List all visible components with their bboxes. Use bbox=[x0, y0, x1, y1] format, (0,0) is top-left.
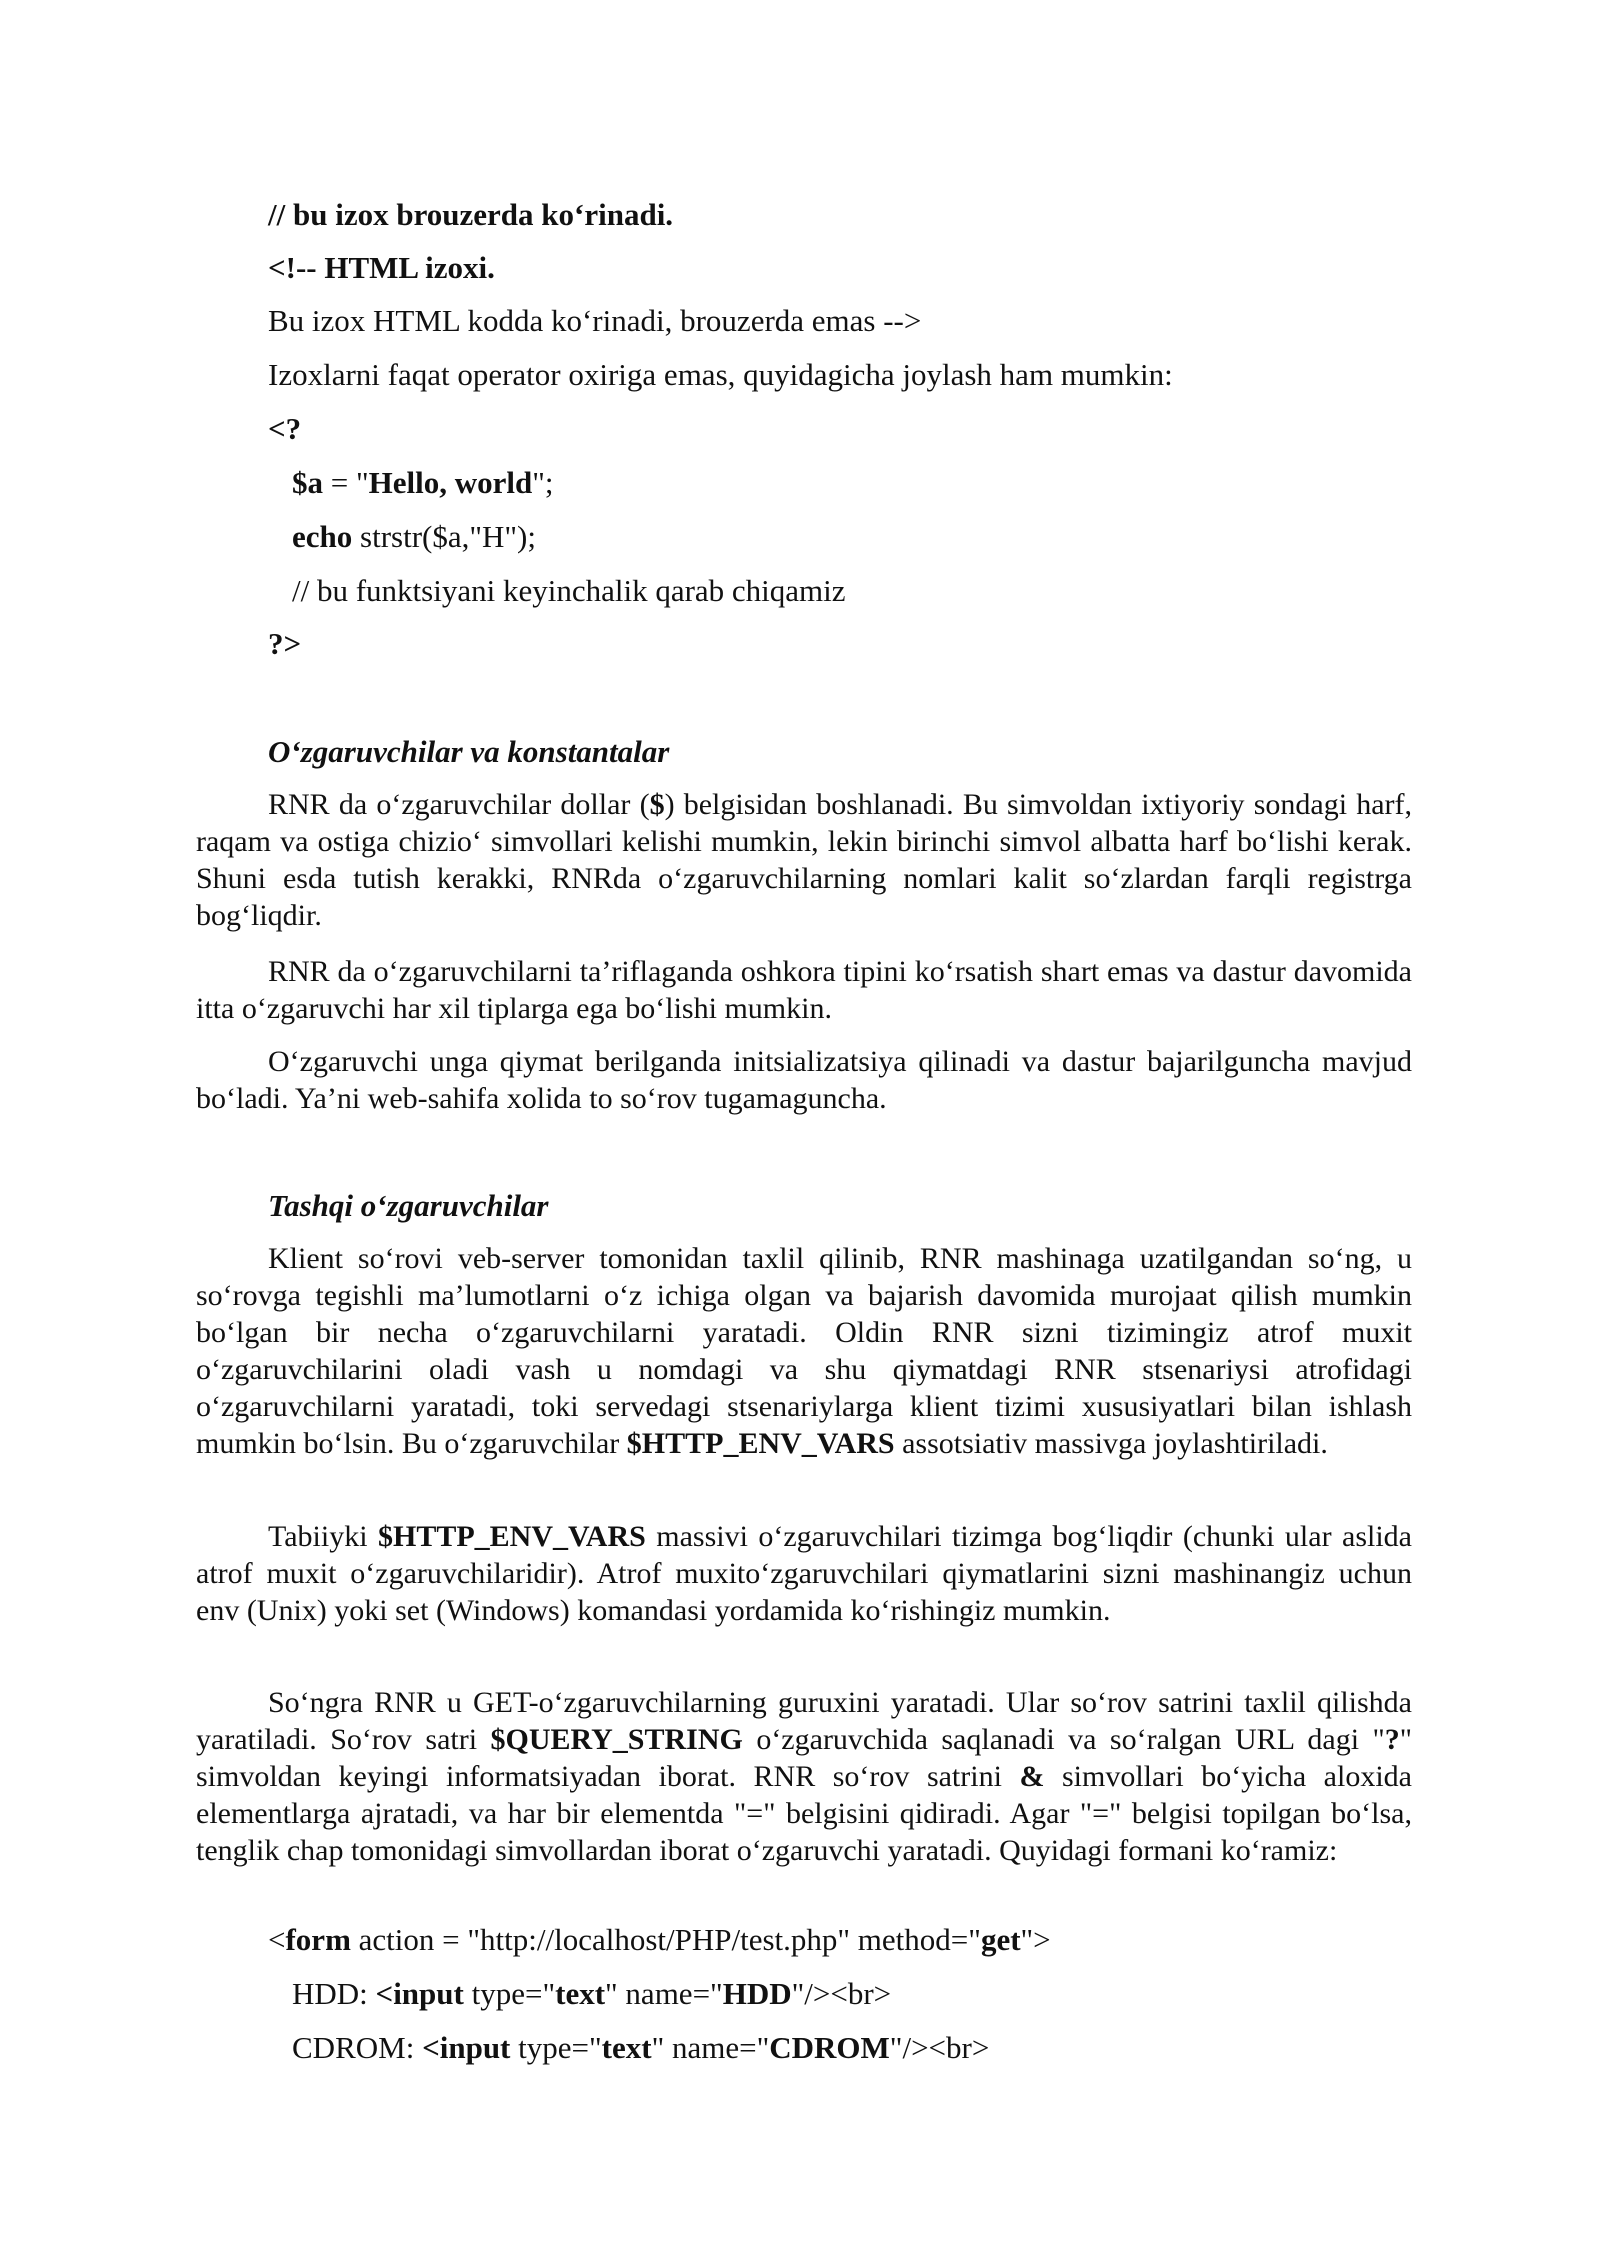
paragraph-variables-2: RNR da o‘zgaruvchilarni ta’riflaganda oshkora tipini ko‘rsatish shart emas va dastur davomida itta o‘zgaruvchi har xil tiplarga ega bo‘lishi mumkin. bbox=[196, 955, 1412, 1025]
code-comment-line-2: // bu funktsiyani keyinchalik qarab chiqamiz bbox=[292, 573, 846, 608]
php-open-tag: <? bbox=[268, 411, 302, 446]
html-comment-start-line: <!-- HTML izoxi. bbox=[268, 250, 495, 285]
paragraph-variables-1: RNR da o‘zgaruvchilar dollar ($) belgisidan boshlanadi. Bu simvoldan ixtiyoriy sondagi harf, raqam va ostiga chizio‘ simvollari kelishi mumkin, lekin birinchi simvol albatta harf bo‘lishi kerak. Shuni esda tutish kerakki, RNRda o‘zgaruvchilarning nomlari kalit so‘zlardan farqli registrga bog‘liqdir. bbox=[196, 788, 1412, 932]
code-input-cdrom-line: CDROM: <input type="text" name="CDROM"/><br> bbox=[292, 2030, 990, 2065]
code-echo-line: echo strstr($a,"H"); bbox=[292, 519, 536, 554]
paragraph-external-2: Tabiiyki $HTTP_ENV_VARS massivi o‘zgaruvchilari tizimga bog‘liqdir (chunki ular aslida atrof muxit o‘zgaruvchilaridir). Atrof muxito‘zgaruvchilari qiymatlarini sizni mashinangiz uchun env (Unix) yoki set (Windows) komandasi yordamida ko‘rishingiz mumkin. bbox=[196, 1520, 1412, 1627]
code-input-hdd-line: HDD: <input type="text" name="HDD"/><br> bbox=[292, 1976, 892, 2011]
paragraph-external-1: Klient so‘rovi veb-server tomonidan taxlil qilinib, RNR mashinaga uzatilgandan so‘ng, u so‘rovga tegishli ma’lumotlarni o‘z ichiga olgan va bajarish davomida murojaat qilish mumkin bo‘lgan bir necha o‘zgaruvchilarni yaratadi. Oldin RNR sizni tizimingiz atrof muxit o‘zgaruvchilarini oladi vash u nomdagi va shu qiymatdagi RNR stsenariysi atrofidagi o‘zgaruvchilarni yaratadi, toki servedagi stsenariylarga klient tizimi xususiyatlari bilan ishlash mumkin bo‘lsin. Bu o‘zgaruvchilar $HTTP_ENV_VARS assotsiativ massivga joylashtiriladi. bbox=[196, 1242, 1412, 1460]
paragraph-variables-3: O‘zgaruvchi unga qiymat berilganda initsializatsiya qilinadi va dastur bajarilguncha mavjud bo‘ladi. Ya’ni web-sahifa xolida to so‘rov tugamaguncha. bbox=[196, 1045, 1412, 1115]
code-assign-line: $a = "Hello, world"; bbox=[292, 465, 554, 500]
code-comment-line: // bu izox brouzerda ko‘rinadi. bbox=[268, 197, 674, 232]
section-heading-external-variables: Tashqi o‘zgaruvchilar bbox=[268, 1188, 549, 1223]
php-close-tag: ?> bbox=[268, 626, 302, 661]
html-comment-end-line: Bu izox HTML kodda ko‘rinadi, brouzerda emas --> bbox=[268, 303, 922, 338]
paragraph-external-3: So‘ngra RNR u GET-o‘zgaruvchilarning guruxini yaratadi. Ular so‘rov satrini taxlil qilishda yaratiladi. So‘rov satri $QUERY_STRING o‘zgaruvchida saqlanadi va so‘ralgan URL dagi "?" simvoldan keyingi informatsiyadan iborat. RNR so‘rov satrini & simvollari bo‘yicha aloxida elementlarga ajratadi, va har bir elementda "=" belgisini qidiradi. Agar "=" belgisi topilgan bo‘lsa, tenglik chap tomonidagi simvollardan iborat o‘zgaruvchi yaratadi. Quyidagi formani ko‘ramiz: bbox=[196, 1686, 1412, 1867]
intro-sentence: Izoxlarni faqat operator oxiriga emas, quyidagicha joylash ham mumkin: bbox=[268, 357, 1173, 392]
section-heading-variables: O‘zgaruvchilar va konstantalar bbox=[268, 734, 670, 769]
code-form-line: <form action = "http://localhost/PHP/test.php" method="get"> bbox=[268, 1922, 1051, 1957]
